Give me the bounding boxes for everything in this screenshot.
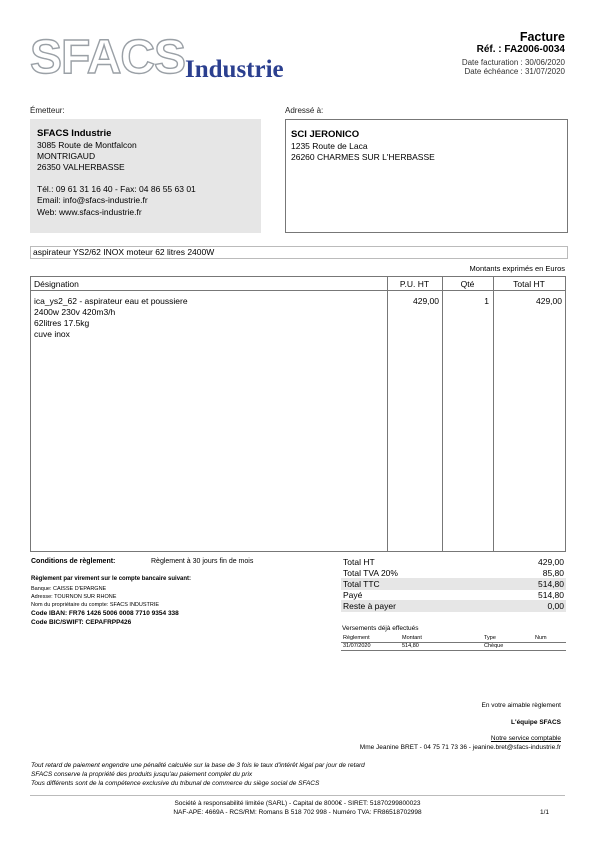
emitter-web: Web: www.sfacs-industrie.fr	[37, 207, 142, 217]
invoice-subject: aspirateur YS2/62 INOX moteur 62 litres 2400W	[30, 246, 568, 259]
emitter-address: 3085 Route de Montfalcon	[37, 140, 137, 150]
total-ttc-value: 514,80	[538, 579, 564, 589]
recipient-address: 1235 Route de Laca	[291, 141, 368, 151]
payment-conditions-value: Règlement à 30 jours fin de mois	[151, 558, 254, 565]
logo-sfacs-text: SFACS	[30, 31, 186, 84]
remaining-value: 0,00	[547, 601, 564, 611]
payment-date: 31/07/2020	[343, 643, 371, 649]
closing-service: Notre service comptable	[490, 735, 561, 742]
bic: Code BIC/SWIFT: CEPAFRPP426	[31, 619, 132, 626]
company-logo	[30, 31, 320, 86]
currency-note: Montants exprimés en Euros	[469, 264, 565, 273]
payments-header-type: Type	[484, 635, 496, 641]
line-designation-detail: 2400w 230v 420m3/h	[34, 307, 116, 317]
emitter-phone: Tél.: 09 61 31 16 40 - Fax: 04 86 55 63 01	[37, 184, 196, 194]
line-quantity: 1	[484, 296, 489, 306]
emitter-city: MONTRIGAUD	[37, 151, 96, 161]
closing-team: L'équipe SFACS	[511, 719, 561, 726]
invoice-ref: Réf. : FA2006-0034	[476, 44, 565, 55]
line-unit-price: 429,00	[413, 296, 439, 306]
emitter-email: Email: info@sfacs-industrie.fr	[37, 195, 148, 205]
col-divider	[387, 277, 388, 551]
invoice-due-date: Date échéance : 31/07/2020	[464, 67, 565, 76]
legal-jurisdiction: Tous différents sont de la compétence exclusive du tribunal de commerce du siège social de SFACS	[31, 780, 320, 787]
transfer-title: Règlement par virement sur le compte bancaire suivant:	[31, 576, 192, 582]
col-divider	[493, 277, 494, 551]
line-total: 429,00	[536, 296, 562, 306]
footer-divider	[30, 795, 565, 796]
line-designation-detail: 62litres 17.5kg	[34, 318, 90, 328]
page-number: 1/1	[539, 809, 549, 816]
emitter-label: Émetteur:	[30, 106, 65, 115]
logo-industrie-text: Industrie	[185, 56, 284, 83]
lines-table	[30, 276, 566, 552]
payment-conditions-label: Conditions de règlement:	[31, 558, 116, 565]
recipient-zip-city: 26260 CHARMES SUR L'HERBASSE	[291, 152, 435, 162]
remaining-label: Reste à payer	[343, 601, 396, 611]
recipient-box	[285, 119, 568, 233]
paid-label: Payé	[343, 590, 363, 600]
payments-header-num: Num	[535, 635, 547, 641]
total-ht-value: 429,00	[538, 557, 564, 567]
closing-contact: Mme Jeanine BRET - 04 75 71 73 36 - jeanine.bret@sfacs-industrie.fr	[359, 744, 561, 751]
payment-amount: 514,80	[402, 643, 419, 649]
payments-header	[341, 635, 566, 643]
legal-penalty: Tout retard de paiement engendre une pénalité calculée sur la base de 3 fois le taux d'intérêt légal par jour de retard	[31, 762, 365, 769]
recipient-name: SCI JERONICO	[291, 129, 360, 140]
emitter-name: SFACS Industrie	[37, 128, 112, 139]
header-designation: Désignation	[34, 279, 79, 289]
header-unit-price: P.U. HT	[399, 279, 430, 289]
iban: Code IBAN: FR76 1426 5006 0008 7710 9354 338	[31, 610, 179, 617]
remaining-row	[341, 600, 566, 612]
closing-greeting: En votre aimable règlement	[481, 702, 561, 709]
emitter-box	[30, 119, 261, 233]
invoice-title: Facture	[519, 30, 565, 44]
paid-value: 514,80	[538, 590, 564, 600]
payments-header-montant: Montant	[402, 635, 422, 641]
account-owner: Nom du propriétaire du compte: SFACS INDUSTRIE	[31, 602, 160, 608]
footer-registration: NAF-APE: 4669A - RCS/RM: Romans B 518 702 998 - Numéro TVA: FR86518702998	[173, 809, 422, 816]
bank-name: Banque: CAISSE D'EPARGNE	[31, 586, 107, 592]
emitter-zip-city: 26350 VALHERBASSE	[37, 162, 125, 172]
table-header-divider	[31, 290, 565, 291]
total-tva-label: Total TVA 20%	[343, 568, 398, 578]
invoice-date: Date facturation : 30/06/2020	[461, 58, 565, 67]
total-tva-value: 85,80	[542, 568, 564, 578]
payments-header-reglement: Règlement	[343, 635, 370, 641]
recipient-label: Adressé à:	[285, 106, 324, 115]
payment-row	[341, 643, 566, 651]
total-ht-label: Total HT	[343, 557, 375, 567]
header-quantity: Qté	[460, 279, 475, 289]
col-divider	[442, 277, 443, 551]
bank-address: Adresse: TOURNON SUR RHONE	[31, 594, 117, 600]
payments-title: Versements déjà effectués	[342, 625, 419, 632]
line-designation-detail: cuve inox	[34, 329, 70, 339]
line-designation: ica_ys2_62 - aspirateur eau et poussiere	[34, 296, 188, 306]
footer-company: Société à responsabilité limitée (SARL) - Capital de 8000€ - SIRET: 51870299800023	[174, 800, 421, 807]
payment-type: Chèque	[484, 643, 504, 649]
header-total: Total HT	[513, 279, 545, 289]
total-ttc-label: Total TTC	[343, 579, 380, 589]
legal-ownership: SFACS conserve la propriété des produits jusqu'au paiement complet du prix	[31, 771, 253, 778]
